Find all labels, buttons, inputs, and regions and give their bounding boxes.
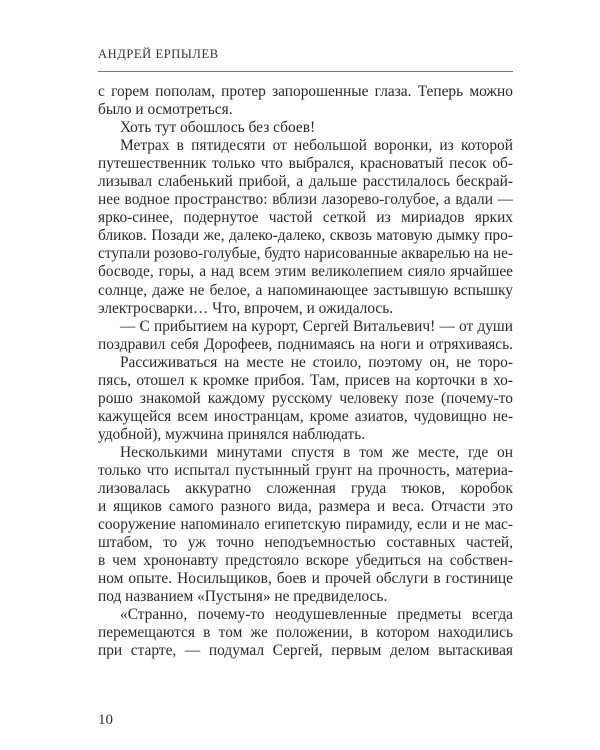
- text-line: — С прибытием на курорт, Сергей Витальевич! — от души: [120, 317, 513, 335]
- text-line: лизовалась аккуратно сложенная груда тюков, коробок: [98, 480, 513, 498]
- text-line: «Странно, почему-то неодушевленные предметы всегда: [120, 606, 513, 624]
- text-line: ярко-синее, подернутое частой сеткой из мириадов ярких: [98, 209, 513, 227]
- text-line: ном опыте. Носильщиков, боев и прочей обслуги в гостинице: [98, 570, 513, 588]
- text-line: ступали розово-голубые, будто нарисованные акварелью на не-: [98, 245, 514, 263]
- text-line: электросварки… Что, впрочем, и ожидалось.: [98, 299, 394, 317]
- text-line: только что испытал пустынный грунт на прочность, материа-: [98, 461, 513, 479]
- text-line: нее водное пространство: вблизи лазорево-голубое, а вдали —: [98, 191, 513, 209]
- text-line: лизывал слабенький прибой, а дальше расстилалось бескрай-: [98, 173, 513, 191]
- text-line: Рассиживаться на месте не стоило, поэтому он, не торо-: [120, 353, 513, 371]
- text-line: кажущейся всем иностранцам, кроме азиатов, чудовищно не-: [98, 407, 513, 425]
- text-line: бликов. Позади же, далеко-далеко, сквозь матовую дымку про-: [98, 227, 513, 245]
- text-line: и ящиков самого разного вида, размера и веса. Отчасти это: [98, 498, 513, 516]
- text-line: перемещаются в том же положении, в котором находились: [98, 624, 513, 642]
- text-line: Несколькими минутами спустя в том же месте, где он: [120, 443, 513, 461]
- text-line: удобной), мужчина принялся наблюдать.: [98, 425, 366, 443]
- text-line: в чем хрононавту предстояло вскоре убедиться на собствен-: [98, 552, 513, 570]
- text-line: солнце, даже не белое, а напоминающее застывшую вспышку: [98, 281, 513, 299]
- text-line: босводе, горы, а над всем этим великолепием сияло ярчайшее: [98, 263, 513, 281]
- text-line: пясь, отошел к кромке прибоя. Там, присев на корточки в хо-: [98, 371, 513, 389]
- text-line: поздравил себя Дорофеев, поднимаясь на ноги и отряхиваясь.: [98, 335, 513, 353]
- text-line: сооружение напоминало египетскую пирамиду, если и не мас-: [98, 516, 513, 534]
- page-number: 10: [98, 712, 113, 728]
- body-text: [98, 83, 513, 661]
- text-line: рошо знакомой каждому русскому человеку позе (почему-то: [98, 389, 513, 407]
- header-rule: [98, 71, 513, 72]
- text-line: под названием «Пустыня» не предвиделось.: [98, 588, 388, 606]
- text-line: при старте, — подумал Сергей, первым делом вытаскивая: [98, 642, 513, 660]
- text-line: Хоть тут обошлось без сбоев!: [120, 119, 316, 137]
- running-head: АНДРЕЙ ЕРПЫЛЕВ: [98, 47, 219, 61]
- text-line: с горем пополам, протер запорошенные глаза. Теперь можно: [98, 83, 513, 100]
- text-line: было и осмотреться.: [98, 101, 233, 119]
- text-line: путешественник только что выбрался, красноватый песок об-: [98, 155, 513, 173]
- text-line: штабом, то уж точно неподъемностью составных частей,: [98, 534, 513, 552]
- text-line: Метрах в пятидесяти от небольшой воронки, из которой: [120, 137, 513, 155]
